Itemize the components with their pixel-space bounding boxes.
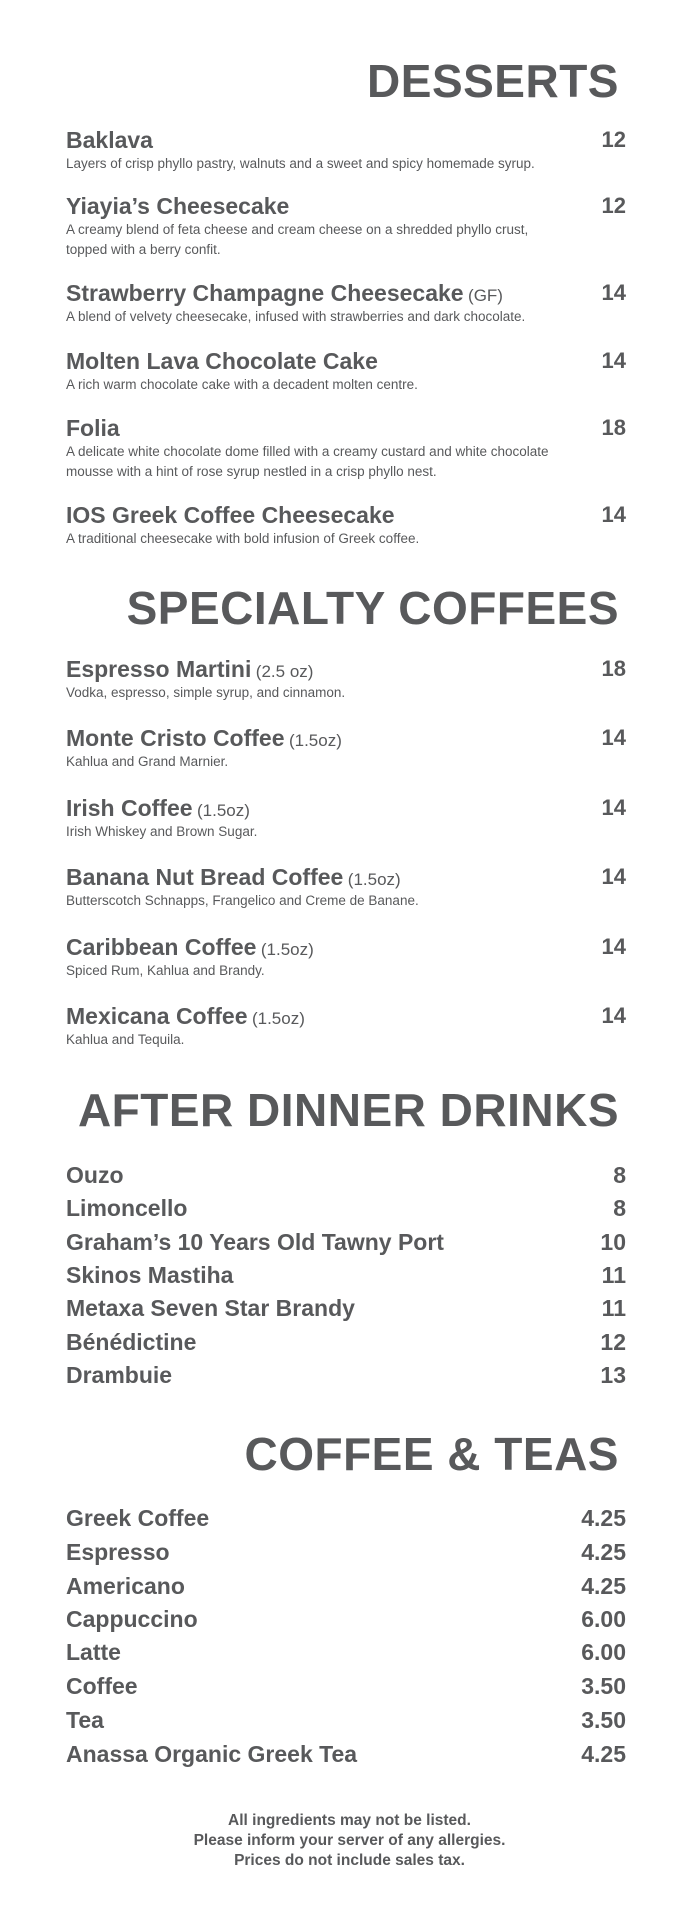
drink-price: 11 bbox=[601, 1262, 626, 1288]
item-note: (2.5 oz) bbox=[255, 662, 314, 681]
drink-cappuccino bbox=[66, 1604, 626, 1634]
drink-benedictine bbox=[66, 1327, 626, 1357]
drink-price: 3.50 bbox=[581, 1707, 626, 1733]
drink-name: Limoncello bbox=[66, 1195, 188, 1221]
item-note: (1.5oz) bbox=[260, 940, 314, 959]
item-note: (GF) bbox=[468, 286, 503, 305]
drink-tea bbox=[66, 1705, 626, 1735]
item-name: Irish Coffee bbox=[66, 795, 193, 821]
specialty-coffees-heading: SPECIALTY COFFEES bbox=[126, 582, 619, 634]
drink-name: Latte bbox=[66, 1639, 121, 1665]
item-name: Strawberry Champagne Cheesecake bbox=[66, 280, 464, 306]
menu-item-ios-greek-coffee-cheesecake bbox=[66, 502, 626, 549]
drink-name: Coffee bbox=[66, 1673, 138, 1699]
drink-espresso bbox=[66, 1537, 626, 1567]
drink-greek-coffee bbox=[66, 1503, 626, 1533]
menu-item-strawberry-champagne-cheesecake bbox=[66, 280, 626, 327]
drink-ouzo bbox=[66, 1160, 626, 1190]
drink-price: 6.00 bbox=[581, 1639, 626, 1665]
drink-coffee bbox=[66, 1671, 626, 1701]
menu-item-monte-cristo-coffee bbox=[66, 725, 626, 772]
drink-name: Bénédictine bbox=[66, 1329, 197, 1355]
drink-price: 4.25 bbox=[581, 1539, 626, 1565]
item-price: 12 bbox=[601, 127, 626, 152]
menu-item-molten-lava-cake bbox=[66, 348, 626, 395]
drink-skinos-mastiha bbox=[66, 1260, 626, 1290]
drink-price: 12 bbox=[600, 1329, 626, 1355]
drink-price: 3.50 bbox=[581, 1673, 626, 1699]
item-note: (1.5oz) bbox=[288, 731, 342, 750]
item-name: Banana Nut Bread Coffee bbox=[66, 864, 344, 890]
drink-price: 4.25 bbox=[581, 1741, 626, 1767]
drink-price: 8 bbox=[613, 1195, 626, 1221]
drink-price: 4.25 bbox=[581, 1505, 626, 1531]
item-name: IOS Greek Coffee Cheesecake bbox=[66, 502, 395, 528]
menu-item-folia bbox=[66, 415, 626, 482]
item-name: Monte Cristo Coffee bbox=[66, 725, 285, 751]
item-price: 14 bbox=[601, 934, 626, 959]
drink-name: Skinos Mastiha bbox=[66, 1262, 234, 1288]
menu-item-yiayias-cheesecake bbox=[66, 193, 626, 260]
menu-item-mexicana-coffee bbox=[66, 1003, 626, 1050]
item-name: Baklava bbox=[66, 127, 153, 153]
item-description: Butterscotch Schnapps, Frangelico and Creme de Banane. bbox=[66, 893, 419, 908]
drink-latte bbox=[66, 1637, 626, 1667]
drink-name: Drambuie bbox=[66, 1362, 173, 1388]
drink-name: Espresso bbox=[66, 1539, 170, 1565]
drink-price: 6.00 bbox=[581, 1606, 626, 1632]
footer-line-ingredients: All ingredients may not be listed. bbox=[228, 1812, 471, 1829]
item-price: 14 bbox=[601, 280, 626, 305]
drink-limoncello bbox=[66, 1193, 626, 1223]
item-description: A creamy blend of feta cheese and cream cheese on a shredded phyllo crust, topped with a berry confit. bbox=[66, 222, 529, 257]
item-description: Spiced Rum, Kahlua and Brandy. bbox=[66, 963, 265, 978]
menu-item-caribbean-coffee bbox=[66, 934, 626, 981]
item-description: Kahlua and Tequila. bbox=[66, 1032, 185, 1047]
drink-name: Graham’s 10 Years Old Tawny Port bbox=[66, 1229, 444, 1255]
item-note: (1.5oz) bbox=[347, 870, 401, 889]
item-description: A delicate white chocolate dome filled with a creamy custard and white chocolate mousse with a hint of rose syrup nestled in a crisp phyllo nest. bbox=[66, 444, 549, 479]
footer-line-tax: Prices do not include sales tax. bbox=[234, 1852, 465, 1869]
item-note: (1.5oz) bbox=[251, 1009, 305, 1028]
item-name: Mexicana Coffee bbox=[66, 1003, 248, 1029]
desserts-heading: DESSERTS bbox=[367, 55, 619, 107]
item-price: 14 bbox=[601, 1003, 626, 1028]
item-name: Caribbean Coffee bbox=[66, 934, 257, 960]
drink-name: Anassa Organic Greek Tea bbox=[66, 1741, 358, 1767]
drink-price: 4.25 bbox=[581, 1573, 626, 1599]
drink-metaxa bbox=[66, 1293, 626, 1323]
menu-item-irish-coffee bbox=[66, 795, 626, 842]
drink-name: Metaxa Seven Star Brandy bbox=[66, 1295, 355, 1321]
item-price: 14 bbox=[601, 348, 626, 373]
item-description: A rich warm chocolate cake with a decadent molten centre. bbox=[66, 377, 418, 392]
drink-price: 11 bbox=[601, 1295, 626, 1321]
drink-drambuie bbox=[66, 1360, 626, 1390]
menu-item-banana-nut-bread-coffee bbox=[66, 864, 626, 911]
item-name: Espresso Martini bbox=[66, 656, 252, 682]
drink-price: 13 bbox=[600, 1362, 626, 1388]
item-description: Vodka, espresso, simple syrup, and cinnamon. bbox=[66, 685, 346, 700]
footer-note bbox=[0, 1811, 699, 1871]
item-note: (1.5oz) bbox=[196, 801, 250, 820]
drink-name: Americano bbox=[66, 1573, 185, 1599]
footer-line-allergies: Please inform your server of any allergies. bbox=[193, 1832, 506, 1849]
item-name: Molten Lava Chocolate Cake bbox=[66, 348, 378, 374]
drink-price: 8 bbox=[613, 1162, 626, 1188]
item-description: Kahlua and Grand Marnier. bbox=[66, 754, 229, 769]
item-price: 18 bbox=[601, 656, 626, 681]
item-price: 14 bbox=[601, 864, 626, 889]
menu-item-baklava bbox=[66, 127, 626, 174]
item-description: Irish Whiskey and Brown Sugar. bbox=[66, 824, 258, 839]
item-price: 14 bbox=[601, 502, 626, 527]
menu-item-espresso-martini bbox=[66, 656, 626, 703]
drink-name: Greek Coffee bbox=[66, 1505, 210, 1531]
drink-name: Ouzo bbox=[66, 1162, 124, 1188]
drink-name: Tea bbox=[66, 1707, 104, 1733]
item-price: 14 bbox=[601, 725, 626, 750]
item-name: Folia bbox=[66, 415, 120, 441]
drink-grahams-tawny-port bbox=[66, 1227, 626, 1257]
after-dinner-drinks-heading: AFTER DINNER DRINKS bbox=[77, 1084, 619, 1136]
drink-anassa-tea bbox=[66, 1739, 626, 1769]
drink-name: Cappuccino bbox=[66, 1606, 198, 1632]
coffee-teas-heading: COFFEE & TEAS bbox=[244, 1428, 619, 1480]
item-name: Yiayia’s Cheesecake bbox=[66, 193, 290, 219]
item-price: 18 bbox=[601, 415, 626, 440]
item-description: A traditional cheesecake with bold infusion of Greek coffee. bbox=[66, 531, 420, 546]
item-description: A blend of velvety cheesecake, infused with strawberries and dark chocolate. bbox=[66, 309, 526, 324]
item-price: 14 bbox=[601, 795, 626, 820]
drink-price: 10 bbox=[600, 1229, 626, 1255]
item-description: Layers of crisp phyllo pastry, walnuts and a sweet and spicy homemade syrup. bbox=[66, 156, 535, 171]
item-price: 12 bbox=[601, 193, 626, 218]
drink-americano bbox=[66, 1571, 626, 1601]
